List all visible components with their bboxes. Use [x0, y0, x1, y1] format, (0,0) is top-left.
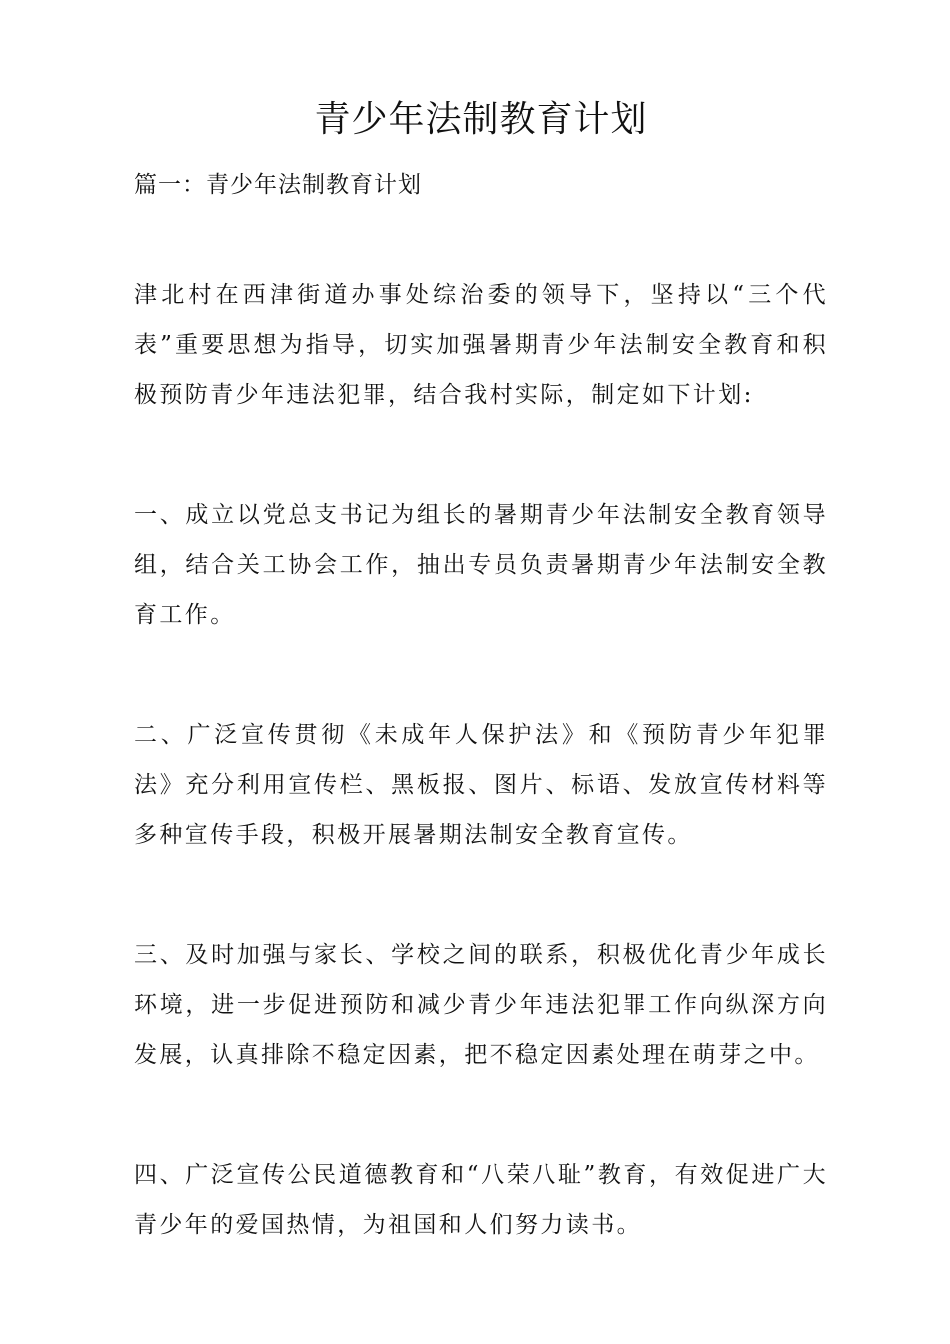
document-subtitle: 篇一：青少年法制教育计划 — [134, 172, 422, 198]
paragraph-intro: 津北村在西津街道办事处综治委的领导下，坚持以“三个代表”重要思想为指导，切实加强暑期青少年法制安全教育和积极预防青少年违法犯罪，结合我村实际，制定如下计划: — [134, 282, 828, 408]
paragraph-item-2: 二、广泛宣传贯彻《未成年人保护法》和《预防青少年犯罪法》充分利用宣传栏、黑板报、图片、标语、发放宣传材料等多种宣传手段，积极开展暑期法制安全教育宣传。 — [134, 722, 828, 848]
paragraph-item-1: 一、成立以党总支书记为组长的暑期青少年法制安全教育领导组，结合关工协会工作，抽出专员负责暑期青少年法制安全教育工作。 — [134, 502, 828, 628]
document-title: 青少年法制教育计划 — [314, 99, 648, 140]
paragraph-item-3: 三、及时加强与家长、学校之间的联系，积极优化青少年成长环境，进一步促进预防和减少青少年违法犯罪工作向纵深方向发展，认真排除不稳定因素，把不稳定因素处理在萌芽之中。 — [134, 942, 828, 1068]
paragraph-item-4: 四、广泛宣传公民道德教育和“八荣八耻”教育，有效促进广大青少年的爱国热情，为祖国和人们努力读书。 — [134, 1162, 828, 1238]
